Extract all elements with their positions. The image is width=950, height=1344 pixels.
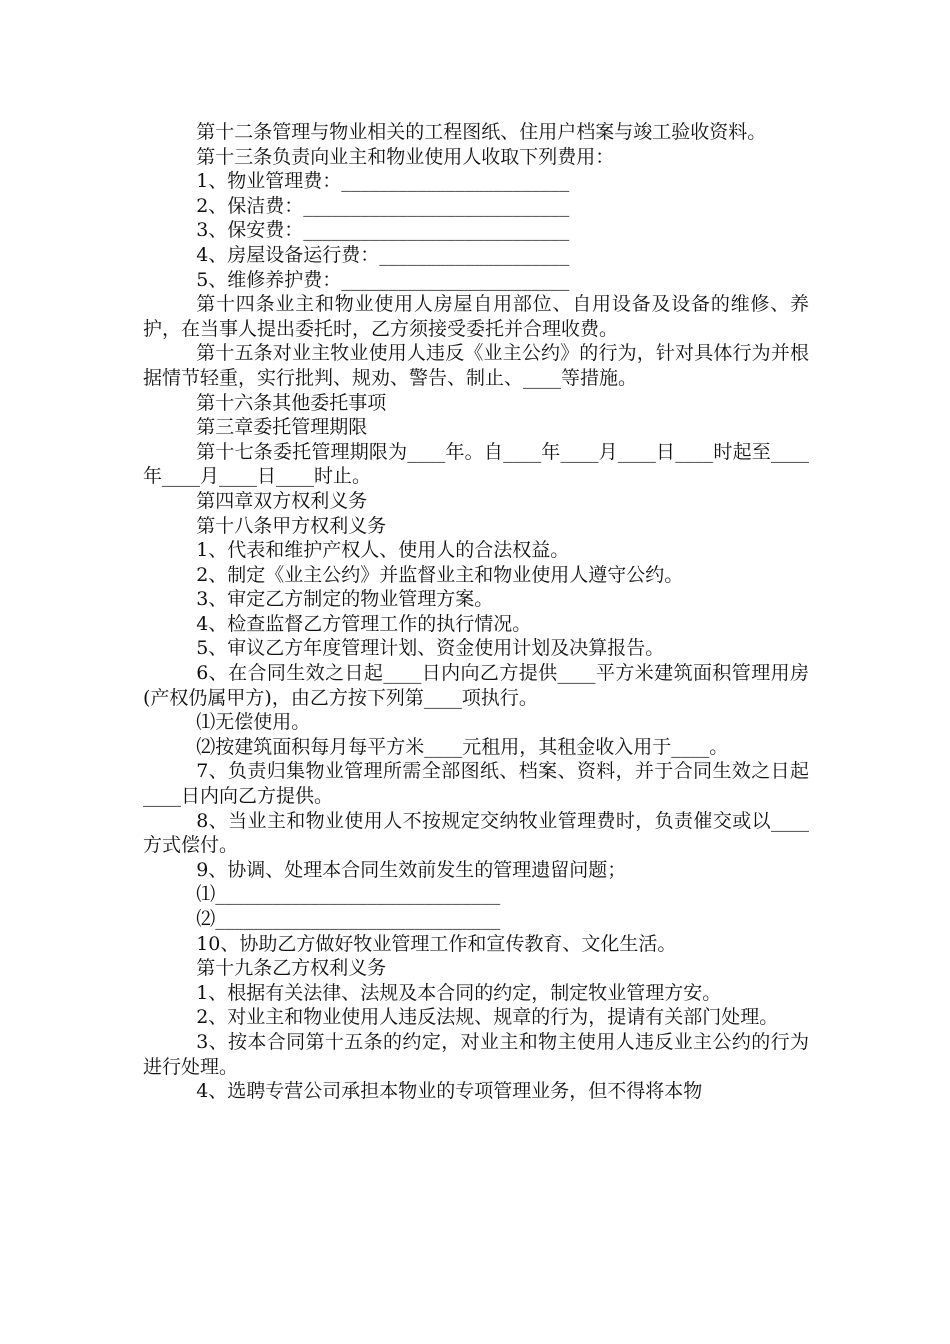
chapter-3-heading: 第三章委托管理期限 — [196, 416, 368, 439]
fee-item-maintenance: 5、维修养护费：________________________ — [196, 268, 570, 291]
fee-item-management: 1、物业管理费：________________________ — [196, 170, 570, 193]
party-a-item-6: 6、在合同生效之日起____日内向乙方提供____平方米建筑面积管理用房(产权仍属甲方)，由乙方按下列第____项执行。 — [143, 662, 809, 709]
fee-item-equipment: 4、房屋设备运行费：____________________ — [196, 243, 570, 266]
document-page — [143, 120, 809, 1104]
paragraph-article-19: 第十九条乙方权利义务 — [196, 957, 387, 980]
paragraph-article-17: 第十七条委托管理期限为____年。自____年____月____日____时起至____年____月____日____时止。 — [143, 440, 809, 488]
paragraph-article-15: 第十五条对业主牧业使用人违反《业主公约》的行为，针对具体行为并根据情节轻重，实行批判、规劝、警告、制止、____等措施。 — [143, 342, 809, 389]
party-b-item-4: 4、选聘专营公司承担本物业的专项管理业务，但不得将本物 — [196, 1080, 703, 1103]
paragraph-article-13: 第十三条负责向业主和物业使用人收取下列费用： — [196, 145, 615, 168]
party-a-item-9-sub-1: ⑴______________________________ — [196, 883, 501, 906]
fee-item-cleaning: 2、保洁费：____________________________ — [196, 194, 570, 217]
party-a-item-2: 2、制定《业主公约》并监督业主和物业使用人遵守公约。 — [196, 563, 684, 586]
party-b-item-1: 1、根据有关法律、法规及本合同的约定，制定牧业管理方安。 — [196, 981, 722, 1004]
party-a-item-3: 3、审定乙方制定的物业管理方案。 — [196, 588, 494, 611]
party-a-item-9: 9、协调、处理本合同生效前发生的管理遗留问题； — [196, 858, 627, 881]
paragraph-article-14: 第十四条业主和物业使用人房屋自用部位、自用设备及设备的维修、养护，在当事人提出委托时，乙方须接受委托并合理收费。 — [143, 293, 809, 340]
party-b-item-3: 3、按本合同第十五条的约定，对业主和物主使用人违反业主公约的行为进行处理。 — [143, 1030, 809, 1078]
paragraph-article-18: 第十八条甲方权利义务 — [196, 514, 387, 537]
party-a-item-6-option-1: ⑴无偿使用。 — [196, 711, 311, 734]
party-a-item-10: 10、协助乙方做好牧业管理工作和宣传教育、文化生活。 — [196, 932, 677, 955]
party-a-item-9-sub-2: ⑵______________________________ — [196, 908, 501, 930]
paragraph-article-12: 第十二条管理与物业相关的工程图纸、住用户档案与竣工验收资料。 — [196, 121, 767, 143]
party-a-item-5: 5、审议乙方年度管理计划、资金使用计划及决算报告。 — [196, 637, 665, 660]
party-a-item-8: 8、当业主和物业使用人不按规定交纳牧业管理费时，负责催交或以____方式偿付。 — [143, 809, 809, 857]
party-b-item-2: 2、对业主和物业使用人违反法规、规章的行为，提请有关部门处理。 — [196, 1006, 779, 1029]
paragraph-article-16: 第十六条其他委托事项 — [196, 391, 387, 414]
party-a-item-4: 4、检查监督乙方管理工作的执行情况。 — [196, 612, 532, 635]
party-a-item-7: 7、负责归集物业管理所需全部图纸、档案、资料，并于合同生效之日起____日内向乙方提供。 — [143, 760, 809, 808]
fee-item-security: 3、保安费：____________________________ — [196, 219, 570, 242]
party-a-item-1: 1、代表和维护产权人、使用人的合法权益。 — [196, 539, 570, 562]
party-a-item-6-option-2: ⑵按建筑面积每月每平方米____元租用，其租金收入用于____。 — [196, 735, 729, 758]
chapter-4-heading: 第四章双方权利义务 — [196, 489, 368, 512]
